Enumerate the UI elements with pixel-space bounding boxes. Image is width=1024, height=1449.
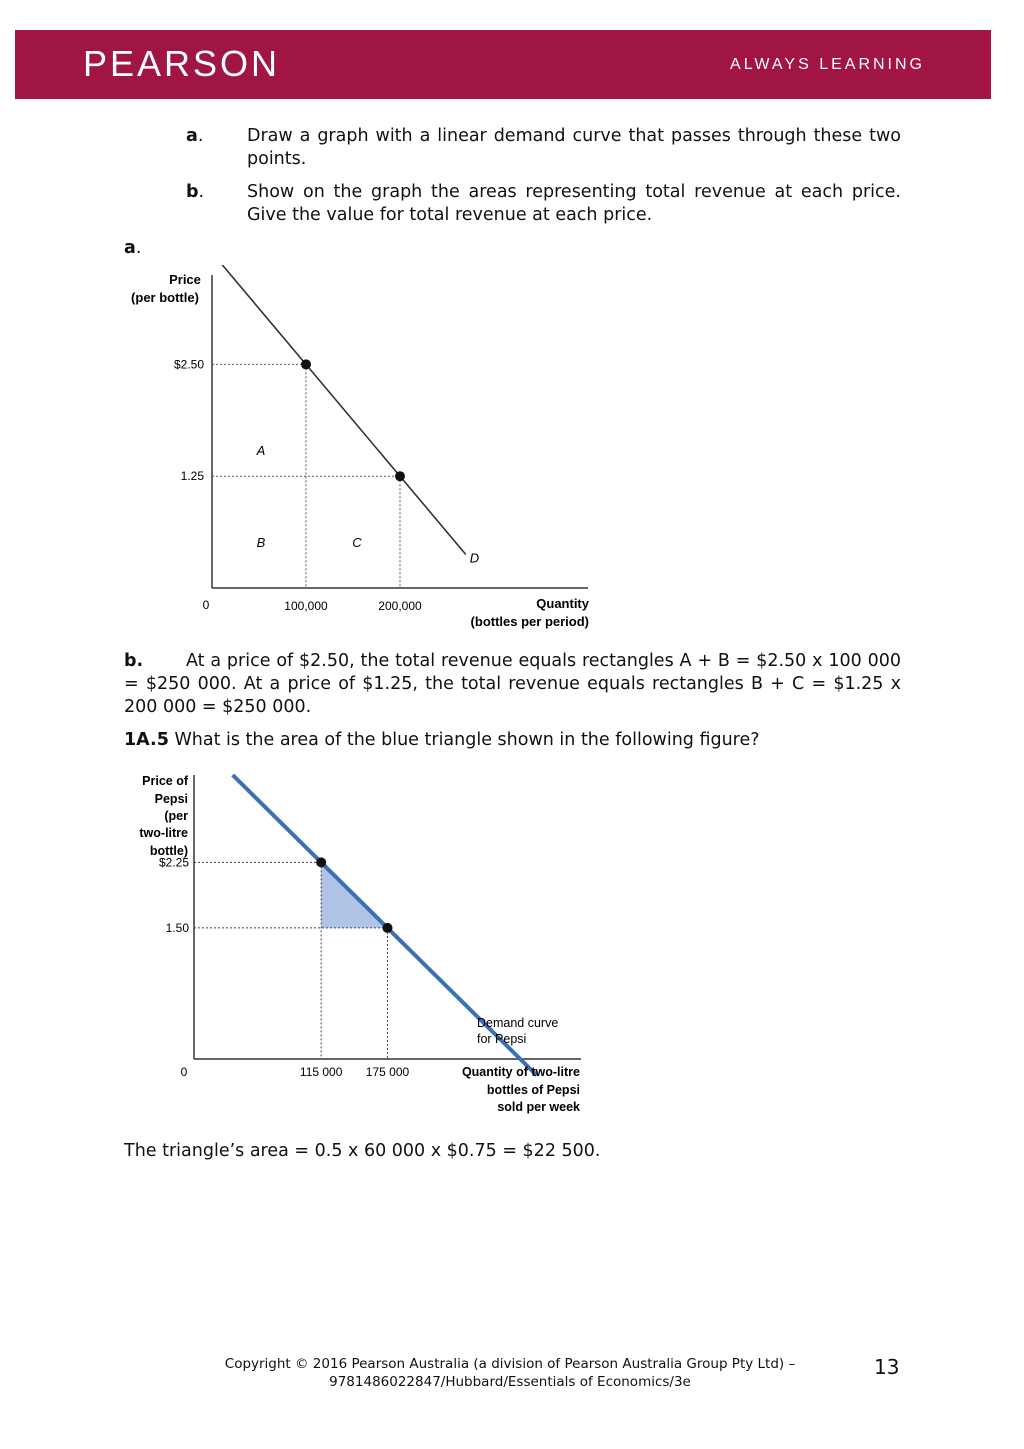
- x-tick-label-1: 100,000: [284, 599, 328, 613]
- question-1a5-text: What is the area of the blue triangle shown in the following figure?: [174, 730, 760, 750]
- question-1a5-label: 1A.5: [124, 730, 169, 750]
- y-axis-label-line3: (per: [164, 809, 188, 823]
- y-axis-label-line4: two-litre: [139, 826, 188, 840]
- point-low: [395, 471, 405, 481]
- origin-label: 0: [180, 1065, 188, 1079]
- footer-line-1: Copyright © 2016 Pearson Australia (a division of Pearson Australia Group Pty Ltd) –: [224, 1356, 796, 1372]
- x-axis-label-line2: (bottles per period): [470, 614, 589, 629]
- x-axis-label-line1: Quantity: [536, 596, 589, 611]
- curve-label-line2: for Pepsi: [477, 1032, 527, 1046]
- curve-label-d: D: [469, 550, 480, 566]
- answer-b-text: At a price of $2.50, the total revenue equals rectangles A + B = $2.50 x 100 000 = $250 000. At a price of $1.25, the total revenue equals rectangles B + C = $1.25 x 200 000 = $250 000.: [124, 651, 901, 717]
- header-tagline: ALWAYS LEARNING: [730, 56, 925, 73]
- demand-curve-chart: [115, 265, 605, 635]
- demand-curve: [156, 265, 466, 554]
- x-tick-label-2: 200,000: [378, 599, 422, 613]
- x-tick-label-1: 115 000: [299, 1065, 343, 1079]
- y-tick-label-high: $2.50: [173, 357, 204, 372]
- answer-a-marker: a.: [124, 238, 142, 258]
- pepsi-demand-chart: [115, 770, 595, 1120]
- area-label-b: B: [256, 535, 266, 550]
- answer-b-marker: b.: [124, 651, 144, 671]
- y-axis-label-line1: Price: [169, 272, 201, 287]
- y-axis-label-line5: bottle): [149, 844, 188, 858]
- y-axis-label-line2: Pepsi: [154, 792, 188, 806]
- y-axis-label-line1: Price of: [142, 774, 188, 788]
- header-banner: [15, 30, 991, 99]
- y-axis-label-line2: (per bottle): [131, 290, 199, 305]
- origin-label: 0: [202, 598, 210, 612]
- question-part-b-text: Show on the graph the areas representing total revenue at each price. Give the value for total revenue at each price.: [247, 182, 901, 225]
- y-tick-label-low: 1.50: [165, 920, 189, 935]
- y-tick-label-low: 1.25: [180, 469, 204, 484]
- x-tick-label-2: 175 000: [365, 1065, 410, 1079]
- point-high: [316, 857, 326, 867]
- triangle-answer: The triangle’s area = 0.5 x 60 000 x $0.75 = $22 500.: [124, 1141, 601, 1161]
- area-label-a: A: [256, 443, 266, 458]
- area-label-c: C: [352, 535, 362, 550]
- question-part-a-marker: a.: [186, 126, 204, 146]
- x-axis-label-line2: bottles of Pepsi: [486, 1083, 580, 1097]
- point-high: [301, 359, 311, 369]
- footer-copyright: [200, 1355, 820, 1391]
- page-number: 13: [874, 1355, 900, 1379]
- y-tick-label-high: $2.25: [158, 855, 189, 870]
- question-part-b-marker: b.: [186, 182, 205, 202]
- pearson-logo: PEARSON: [83, 43, 281, 84]
- x-axis-label-line3: sold per week: [497, 1100, 580, 1114]
- question-part-a-text: Draw a graph with a linear demand curve that passes through these two points.: [247, 126, 901, 169]
- curve-label-line1: Demand curve: [477, 1016, 559, 1030]
- footer-line-2: 9781486022847/Hubbard/Essentials of Economics/3e: [329, 1374, 691, 1390]
- point-low: [383, 923, 393, 933]
- x-axis-label-line1: Quantity of two-litre: [461, 1065, 580, 1079]
- question-1a5: [124, 729, 901, 752]
